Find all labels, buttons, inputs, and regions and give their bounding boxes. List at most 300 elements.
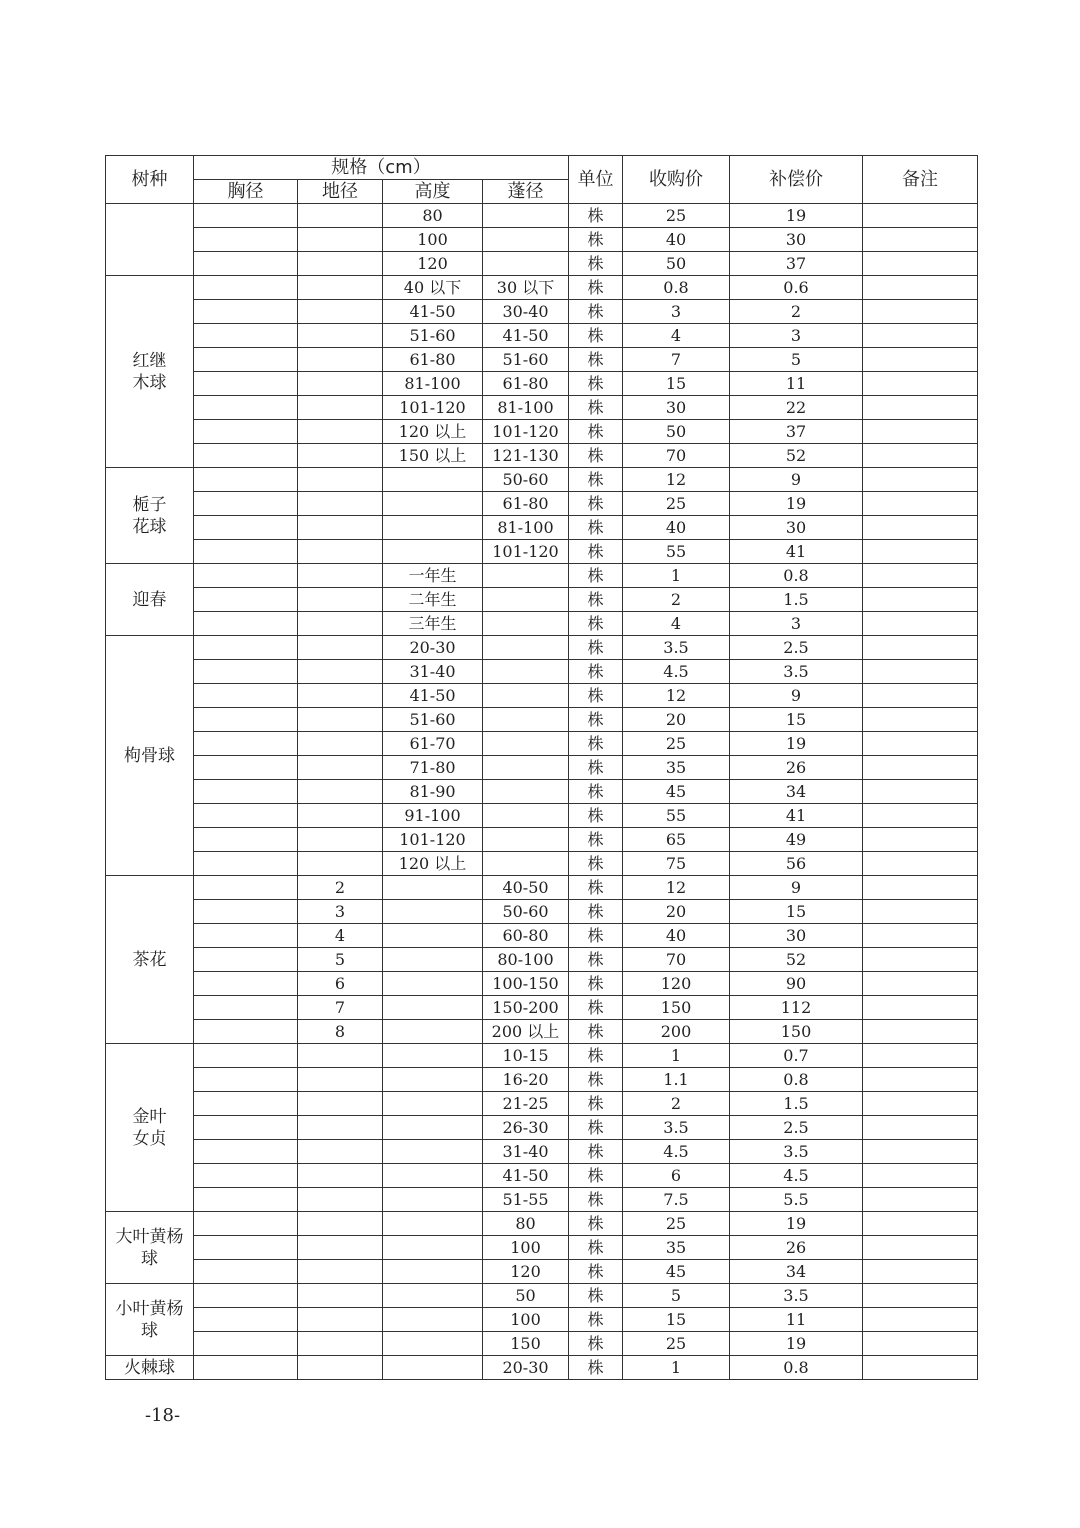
- table-row: [106, 876, 978, 900]
- cell-height: [383, 1212, 483, 1236]
- cell-crown-diameter: [483, 588, 569, 612]
- cell-ground-diameter: [298, 516, 383, 540]
- cell-height: 81-90: [383, 780, 483, 804]
- cell-species: 小叶黄杨球: [106, 1284, 194, 1356]
- cell-dbh: [194, 1260, 298, 1284]
- cell-purchase-price: 12: [623, 876, 730, 900]
- cell-ground-diameter: [298, 612, 383, 636]
- cell-unit: 株: [569, 1212, 623, 1236]
- cell-ground-diameter: [298, 1308, 383, 1332]
- cell-remark: [863, 948, 978, 972]
- cell-remark: [863, 540, 978, 564]
- cell-crown-diameter: 16-20: [483, 1068, 569, 1092]
- cell-unit: 株: [569, 1236, 623, 1260]
- cell-compensation-price: 0.7: [730, 1044, 863, 1068]
- cell-unit: 株: [569, 636, 623, 660]
- cell-crown-diameter: [483, 852, 569, 876]
- cell-purchase-price: 75: [623, 852, 730, 876]
- cell-remark: [863, 492, 978, 516]
- cell-compensation-price: 3: [730, 612, 863, 636]
- cell-crown-diameter: 31-40: [483, 1140, 569, 1164]
- cell-dbh: [194, 636, 298, 660]
- cell-unit: 株: [569, 1332, 623, 1356]
- cell-purchase-price: 1: [623, 1044, 730, 1068]
- cell-purchase-price: 0.8: [623, 276, 730, 300]
- header-height: 高度: [383, 180, 483, 204]
- cell-dbh: [194, 1308, 298, 1332]
- table-row: [106, 684, 978, 708]
- cell-compensation-price: 19: [730, 1212, 863, 1236]
- cell-height: 120 以上: [383, 852, 483, 876]
- cell-unit: 株: [569, 1116, 623, 1140]
- cell-purchase-price: 4: [623, 612, 730, 636]
- cell-dbh: [194, 372, 298, 396]
- table-row: [106, 828, 978, 852]
- cell-unit: 株: [569, 1020, 623, 1044]
- cell-compensation-price: 112: [730, 996, 863, 1020]
- cell-crown-diameter: [483, 636, 569, 660]
- cell-unit: 株: [569, 1044, 623, 1068]
- cell-compensation-price: 150: [730, 1020, 863, 1044]
- table-row: [106, 348, 978, 372]
- cell-purchase-price: 12: [623, 684, 730, 708]
- cell-crown-diameter: 120: [483, 1260, 569, 1284]
- cell-dbh: [194, 1284, 298, 1308]
- cell-purchase-price: 25: [623, 204, 730, 228]
- cell-ground-diameter: [298, 1260, 383, 1284]
- cell-dbh: [194, 996, 298, 1020]
- cell-height: 三年生: [383, 612, 483, 636]
- cell-compensation-price: 52: [730, 948, 863, 972]
- table-row: [106, 996, 978, 1020]
- cell-ground-diameter: [298, 804, 383, 828]
- cell-compensation-price: 3: [730, 324, 863, 348]
- cell-unit: 株: [569, 804, 623, 828]
- cell-unit: 株: [569, 588, 623, 612]
- cell-dbh: [194, 348, 298, 372]
- cell-remark: [863, 588, 978, 612]
- cell-dbh: [194, 900, 298, 924]
- cell-dbh: [194, 1020, 298, 1044]
- cell-compensation-price: 52: [730, 444, 863, 468]
- table-row: [106, 516, 978, 540]
- cell-compensation-price: 19: [730, 732, 863, 756]
- table-row: [106, 1140, 978, 1164]
- cell-crown-diameter: 41-50: [483, 1164, 569, 1188]
- cell-dbh: [194, 204, 298, 228]
- cell-ground-diameter: [298, 324, 383, 348]
- header-spec: 规格（cm）: [194, 156, 569, 180]
- cell-height: 一年生: [383, 564, 483, 588]
- cell-height: [383, 540, 483, 564]
- cell-crown-diameter: 80-100: [483, 948, 569, 972]
- cell-dbh: [194, 564, 298, 588]
- cell-dbh: [194, 1212, 298, 1236]
- cell-unit: 株: [569, 204, 623, 228]
- cell-purchase-price: 20: [623, 708, 730, 732]
- cell-height: [383, 1116, 483, 1140]
- cell-unit: 株: [569, 1140, 623, 1164]
- cell-purchase-price: 55: [623, 804, 730, 828]
- cell-height: [383, 1068, 483, 1092]
- table-row: [106, 468, 978, 492]
- cell-compensation-price: 0.8: [730, 1068, 863, 1092]
- cell-remark: [863, 996, 978, 1020]
- cell-purchase-price: 7: [623, 348, 730, 372]
- cell-ground-diameter: [298, 1332, 383, 1356]
- cell-purchase-price: 120: [623, 972, 730, 996]
- cell-height: [383, 1284, 483, 1308]
- cell-unit: 株: [569, 708, 623, 732]
- cell-height: [383, 1260, 483, 1284]
- cell-purchase-price: 15: [623, 1308, 730, 1332]
- cell-unit: 株: [569, 1284, 623, 1308]
- cell-remark: [863, 300, 978, 324]
- cell-compensation-price: 0.6: [730, 276, 863, 300]
- cell-purchase-price: 4: [623, 324, 730, 348]
- cell-purchase-price: 4.5: [623, 1140, 730, 1164]
- cell-compensation-price: 2: [730, 300, 863, 324]
- cell-unit: 株: [569, 732, 623, 756]
- cell-compensation-price: 19: [730, 492, 863, 516]
- cell-crown-diameter: 40-50: [483, 876, 569, 900]
- header-ground-diameter: 地径: [298, 180, 383, 204]
- cell-compensation-price: 4.5: [730, 1164, 863, 1188]
- table-row: [106, 1308, 978, 1332]
- cell-unit: 株: [569, 564, 623, 588]
- cell-compensation-price: 37: [730, 252, 863, 276]
- cell-species: [106, 204, 194, 276]
- cell-compensation-price: 19: [730, 1332, 863, 1356]
- cell-compensation-price: 1.5: [730, 1092, 863, 1116]
- cell-dbh: [194, 492, 298, 516]
- cell-crown-diameter: 100-150: [483, 972, 569, 996]
- cell-crown-diameter: [483, 204, 569, 228]
- table-row: [106, 1332, 978, 1356]
- cell-dbh: [194, 1140, 298, 1164]
- cell-ground-diameter: 7: [298, 996, 383, 1020]
- cell-remark: [863, 1236, 978, 1260]
- cell-remark: [863, 1044, 978, 1068]
- cell-compensation-price: 22: [730, 396, 863, 420]
- cell-ground-diameter: [298, 1092, 383, 1116]
- table-row: [106, 636, 978, 660]
- cell-compensation-price: 19: [730, 204, 863, 228]
- cell-unit: 株: [569, 852, 623, 876]
- cell-compensation-price: 0.8: [730, 564, 863, 588]
- cell-unit: 株: [569, 828, 623, 852]
- cell-remark: [863, 372, 978, 396]
- cell-dbh: [194, 588, 298, 612]
- cell-height: [383, 516, 483, 540]
- cell-unit: 株: [569, 372, 623, 396]
- cell-height: 51-60: [383, 708, 483, 732]
- cell-height: 81-100: [383, 372, 483, 396]
- cell-crown-diameter: 30-40: [483, 300, 569, 324]
- cell-dbh: [194, 612, 298, 636]
- cell-species: 火棘球: [106, 1356, 194, 1380]
- cell-species: 枸骨球: [106, 636, 194, 876]
- table-row: [106, 924, 978, 948]
- cell-remark: [863, 1212, 978, 1236]
- cell-height: [383, 1164, 483, 1188]
- cell-purchase-price: 1: [623, 1356, 730, 1380]
- cell-unit: 株: [569, 996, 623, 1020]
- cell-height: [383, 1332, 483, 1356]
- cell-purchase-price: 30: [623, 396, 730, 420]
- cell-compensation-price: 34: [730, 1260, 863, 1284]
- cell-ground-diameter: [298, 276, 383, 300]
- cell-height: 31-40: [383, 660, 483, 684]
- cell-remark: [863, 564, 978, 588]
- cell-ground-diameter: [298, 684, 383, 708]
- cell-ground-diameter: [298, 420, 383, 444]
- table-row: [106, 540, 978, 564]
- cell-dbh: [194, 948, 298, 972]
- cell-remark: [863, 276, 978, 300]
- cell-remark: [863, 684, 978, 708]
- cell-height: 150 以上: [383, 444, 483, 468]
- table-row: [106, 1020, 978, 1044]
- cell-purchase-price: 40: [623, 516, 730, 540]
- cell-purchase-price: 35: [623, 756, 730, 780]
- cell-ground-diameter: [298, 1164, 383, 1188]
- cell-crown-diameter: 51-60: [483, 348, 569, 372]
- cell-remark: [863, 660, 978, 684]
- table-row: [106, 276, 978, 300]
- cell-height: [383, 1092, 483, 1116]
- table-row: [106, 588, 978, 612]
- cell-height: [383, 972, 483, 996]
- cell-dbh: [194, 540, 298, 564]
- cell-compensation-price: 49: [730, 828, 863, 852]
- cell-unit: 株: [569, 924, 623, 948]
- cell-purchase-price: 25: [623, 1332, 730, 1356]
- cell-unit: 株: [569, 348, 623, 372]
- table-row: [106, 204, 978, 228]
- cell-height: 40 以下: [383, 276, 483, 300]
- cell-ground-diameter: [298, 372, 383, 396]
- cell-unit: 株: [569, 540, 623, 564]
- cell-ground-diameter: [298, 660, 383, 684]
- cell-dbh: [194, 876, 298, 900]
- cell-crown-diameter: 10-15: [483, 1044, 569, 1068]
- cell-height: [383, 996, 483, 1020]
- cell-remark: [863, 972, 978, 996]
- table-row: [106, 324, 978, 348]
- cell-purchase-price: 70: [623, 948, 730, 972]
- cell-unit: 株: [569, 756, 623, 780]
- cell-height: 20-30: [383, 636, 483, 660]
- cell-dbh: [194, 924, 298, 948]
- cell-crown-diameter: 200 以上: [483, 1020, 569, 1044]
- header-remark: 备注: [863, 156, 978, 204]
- table-row: [106, 1236, 978, 1260]
- cell-height: [383, 1140, 483, 1164]
- cell-ground-diameter: 3: [298, 900, 383, 924]
- cell-compensation-price: 30: [730, 516, 863, 540]
- table-row: [106, 1164, 978, 1188]
- cell-crown-diameter: 80: [483, 1212, 569, 1236]
- cell-purchase-price: 50: [623, 420, 730, 444]
- cell-compensation-price: 41: [730, 540, 863, 564]
- cell-species: 红继木球: [106, 276, 194, 468]
- cell-dbh: [194, 1236, 298, 1260]
- cell-crown-diameter: 30 以下: [483, 276, 569, 300]
- table-row: [106, 900, 978, 924]
- cell-ground-diameter: [298, 1212, 383, 1236]
- cell-compensation-price: 15: [730, 708, 863, 732]
- cell-purchase-price: 55: [623, 540, 730, 564]
- cell-dbh: [194, 396, 298, 420]
- cell-height: [383, 924, 483, 948]
- cell-dbh: [194, 300, 298, 324]
- cell-remark: [863, 924, 978, 948]
- cell-purchase-price: 45: [623, 780, 730, 804]
- cell-remark: [863, 516, 978, 540]
- cell-remark: [863, 420, 978, 444]
- header-species: 树种: [106, 156, 194, 204]
- cell-ground-diameter: 2: [298, 876, 383, 900]
- table-row: [106, 852, 978, 876]
- cell-unit: 株: [569, 1092, 623, 1116]
- cell-purchase-price: 20: [623, 900, 730, 924]
- cell-dbh: [194, 1188, 298, 1212]
- cell-crown-diameter: 51-55: [483, 1188, 569, 1212]
- cell-ground-diameter: [298, 828, 383, 852]
- cell-height: 91-100: [383, 804, 483, 828]
- cell-unit: 株: [569, 1260, 623, 1284]
- cell-unit: 株: [569, 660, 623, 684]
- cell-remark: [863, 756, 978, 780]
- cell-height: 41-50: [383, 684, 483, 708]
- cell-ground-diameter: [298, 492, 383, 516]
- cell-height: [383, 948, 483, 972]
- cell-unit: 株: [569, 1188, 623, 1212]
- cell-unit: 株: [569, 1068, 623, 1092]
- header-purchase-price: 收购价: [623, 156, 730, 204]
- cell-compensation-price: 3.5: [730, 660, 863, 684]
- cell-purchase-price: 25: [623, 732, 730, 756]
- cell-purchase-price: 50: [623, 252, 730, 276]
- table-row: [106, 444, 978, 468]
- cell-ground-diameter: [298, 348, 383, 372]
- cell-ground-diameter: 4: [298, 924, 383, 948]
- cell-purchase-price: 65: [623, 828, 730, 852]
- cell-crown-diameter: [483, 780, 569, 804]
- cell-unit: 株: [569, 684, 623, 708]
- cell-purchase-price: 40: [623, 228, 730, 252]
- cell-ground-diameter: [298, 396, 383, 420]
- cell-crown-diameter: 100: [483, 1236, 569, 1260]
- cell-remark: [863, 1140, 978, 1164]
- cell-remark: [863, 828, 978, 852]
- cell-dbh: [194, 324, 298, 348]
- cell-crown-diameter: 50: [483, 1284, 569, 1308]
- cell-dbh: [194, 1356, 298, 1380]
- cell-remark: [863, 900, 978, 924]
- cell-crown-diameter: 121-130: [483, 444, 569, 468]
- cell-unit: 株: [569, 900, 623, 924]
- cell-purchase-price: 3.5: [623, 636, 730, 660]
- cell-unit: 株: [569, 948, 623, 972]
- cell-unit: 株: [569, 972, 623, 996]
- cell-crown-diameter: [483, 804, 569, 828]
- cell-height: [383, 1020, 483, 1044]
- cell-remark: [863, 1092, 978, 1116]
- cell-dbh: [194, 1092, 298, 1116]
- cell-ground-diameter: [298, 588, 383, 612]
- cell-dbh: [194, 420, 298, 444]
- table-row: [106, 756, 978, 780]
- cell-purchase-price: 200: [623, 1020, 730, 1044]
- table-row: [106, 1356, 978, 1380]
- cell-remark: [863, 1332, 978, 1356]
- cell-species: 茶花: [106, 876, 194, 1044]
- cell-dbh: [194, 516, 298, 540]
- cell-purchase-price: 2: [623, 588, 730, 612]
- cell-ground-diameter: [298, 1188, 383, 1212]
- cell-dbh: [194, 972, 298, 996]
- cell-height: [383, 468, 483, 492]
- cell-compensation-price: 26: [730, 1236, 863, 1260]
- cell-remark: [863, 1188, 978, 1212]
- cell-height: 51-60: [383, 324, 483, 348]
- cell-remark: [863, 468, 978, 492]
- cell-crown-diameter: [483, 756, 569, 780]
- cell-remark: [863, 1116, 978, 1140]
- table-row: [106, 228, 978, 252]
- cell-unit: 株: [569, 1164, 623, 1188]
- cell-purchase-price: 15: [623, 372, 730, 396]
- cell-ground-diameter: [298, 1284, 383, 1308]
- cell-compensation-price: 30: [730, 924, 863, 948]
- cell-ground-diameter: [298, 564, 383, 588]
- cell-ground-diameter: [298, 1356, 383, 1380]
- cell-unit: 株: [569, 876, 623, 900]
- cell-ground-diameter: [298, 756, 383, 780]
- cell-dbh: [194, 1044, 298, 1068]
- table-row: [106, 300, 978, 324]
- cell-compensation-price: 2.5: [730, 636, 863, 660]
- table-row: [106, 492, 978, 516]
- cell-unit: 株: [569, 468, 623, 492]
- cell-crown-diameter: [483, 612, 569, 636]
- cell-compensation-price: 9: [730, 468, 863, 492]
- cell-remark: [863, 708, 978, 732]
- cell-purchase-price: 35: [623, 1236, 730, 1260]
- cell-compensation-price: 34: [730, 780, 863, 804]
- table-body: [106, 204, 978, 1380]
- cell-ground-diameter: [298, 540, 383, 564]
- cell-dbh: [194, 732, 298, 756]
- cell-compensation-price: 11: [730, 1308, 863, 1332]
- cell-remark: [863, 348, 978, 372]
- table-row: [106, 1092, 978, 1116]
- cell-crown-diameter: 100: [483, 1308, 569, 1332]
- cell-height: 120 以上: [383, 420, 483, 444]
- cell-dbh: [194, 1116, 298, 1140]
- cell-unit: 株: [569, 252, 623, 276]
- cell-remark: [863, 852, 978, 876]
- cell-crown-diameter: 21-25: [483, 1092, 569, 1116]
- table-row: [106, 1212, 978, 1236]
- cell-remark: [863, 228, 978, 252]
- cell-remark: [863, 636, 978, 660]
- cell-unit: 株: [569, 516, 623, 540]
- cell-height: 61-80: [383, 348, 483, 372]
- cell-compensation-price: 26: [730, 756, 863, 780]
